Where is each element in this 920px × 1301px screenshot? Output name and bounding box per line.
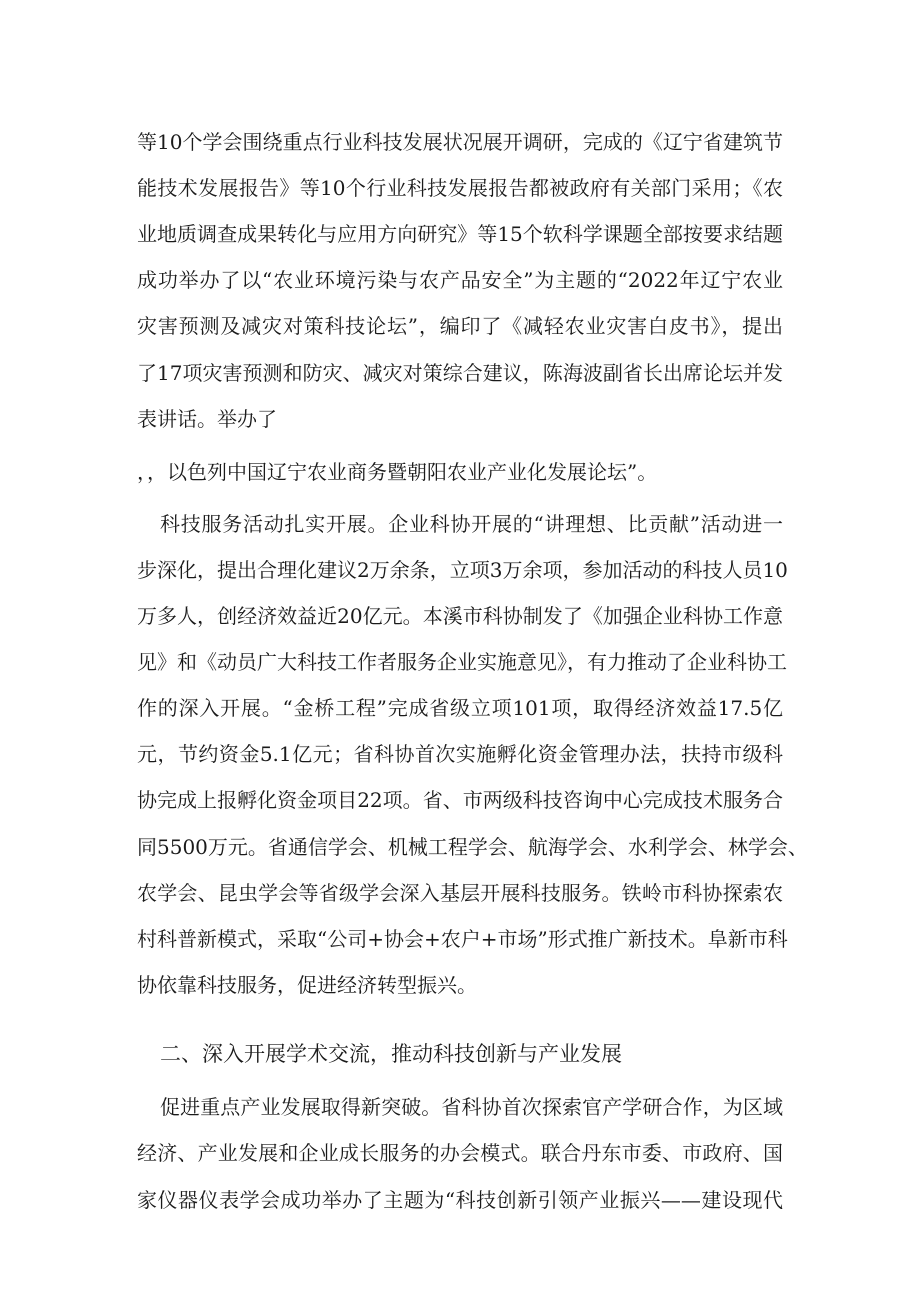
text-line: 协依靠科技服务，促进经济转型振兴。 [137,973,477,997]
text-line: 等10个学会围绕重点行业科技发展状况展开调研，完成的《辽宁省建筑节 [137,130,783,154]
text-line: 成功举办了以“农业环境污染与农产品安全”为主题的“2022年辽宁农业 [137,268,783,292]
text-line: 科技服务活动扎实开展。企业科协开展的“讲理想、比贡献”活动进一 [160,512,783,536]
text-line: 能技术发展报告》等10个行业科技发展报告都被政府有关部门采用；《农 [137,176,783,200]
text-line: 促进重点产业发展取得新突破。省科协首次探索官产学研合作，为区域 [160,1095,783,1119]
section-heading: 二、深入开展学术交流，推动科技创新与产业发展 [160,1042,622,1066]
text-line: 作的深入开展。“金桥工程”完成省级立项101项，取得经济效益17.5亿 [137,696,783,720]
text-line: 表讲话。举办了 [137,407,277,431]
text-line: 步深化，提出合理化建议2万余条，立项3万余项，参加活动的科技人员10 [137,558,788,582]
text-line: 万多人，创经济效益近20亿元。本溪市科协制发了《加强企业科协工作意 [137,604,783,628]
text-line: 经济、产业发展和企业成长服务的办会模式。联合丹东市委、市政府、国 [137,1141,783,1165]
text-line: 见》和《动员广大科技工作者服务企业实施意见》，有力推动了企业科协工 [137,650,787,674]
text-line: 业地质调查成果转化与应用方向研究》等15个软科学课题全部按要求结题 [137,222,783,246]
text-line: 同5500万元。省通信学会、机械工程学会、航海学会、水利学会、林学会、 [137,835,808,859]
text-line: 协完成上报孵化资金项目22项。省、市两级科技咨询中心完成技术服务合 [137,788,783,812]
text-line: 农学会、昆虫学会等省级学会深入基层开展科技服务。铁岭市科协探索农 [137,881,783,905]
text-line: 灾害预测及减灾对策科技论坛”，编印了《减轻农业灾害白皮书》，提出 [137,314,783,338]
text-line: 了17项灾害预测和防灾、减灾对策综合建议，陈海波副省长出席论坛并发 [137,361,783,385]
text-line: 元，节约资金5.1亿元；省科协首次实施孵化资金管理办法，扶持市级科 [137,742,783,766]
text-line: 村科普新模式，采取“公司+协会+农户+市场”形式推广新技术。阜新市科 [137,927,788,951]
text-line: ，，以色列中国辽宁农业商务暨朝阳农业产业化发展论坛”。 [137,460,658,484]
text-line: 家仪器仪表学会成功举办了主题为“科技创新引领产业振兴——建设现代 [137,1188,783,1212]
